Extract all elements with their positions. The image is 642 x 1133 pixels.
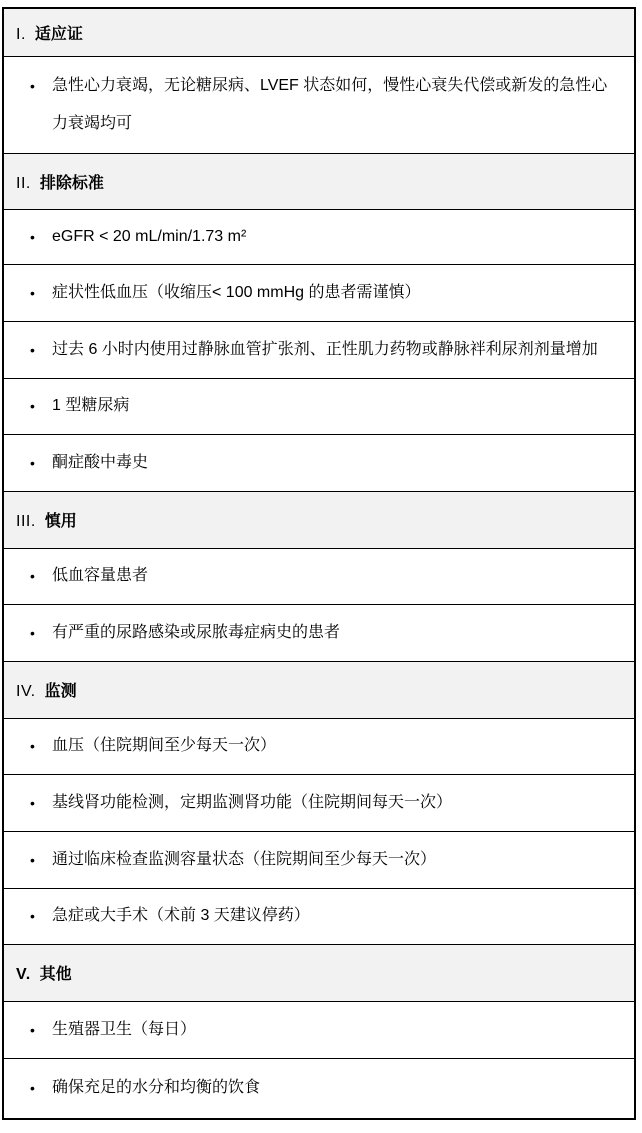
bullet-icon: • [30, 454, 35, 471]
table-row [3, 56, 635, 153]
bullet-icon: • [30, 77, 35, 94]
bullet-icon: • [30, 284, 35, 301]
section-header-other [3, 944, 635, 1001]
section-number: II. [16, 174, 31, 192]
bullet-icon: • [30, 1080, 35, 1097]
item-text: eGFR < 20 mL/min/1.73 m² [52, 227, 247, 245]
bullet-icon: • [30, 568, 35, 584]
section-header-indications [3, 8, 635, 56]
section-header-monitoring [3, 661, 635, 718]
table-row [3, 604, 635, 661]
section-number: III. [16, 513, 36, 530]
item-text: 低血容量患者 [52, 567, 149, 584]
item-text: 通过临床检查监测容量状态（住院期间至少每天一次） [52, 850, 437, 868]
section-title: 其他 [39, 966, 72, 983]
table-row [3, 209, 635, 264]
table-row [3, 888, 635, 944]
table-row [3, 548, 635, 604]
item-text: 确保充足的水分和均衡的饮食 [52, 1079, 261, 1097]
table-row [3, 264, 635, 321]
table-row [3, 1001, 635, 1058]
bullet-icon: • [30, 398, 35, 414]
table-row [3, 434, 635, 491]
section-title: 慎用 [44, 513, 77, 530]
section-title: 监测 [44, 683, 77, 700]
section-number: IV. [16, 683, 36, 700]
section-title: 适应证 [34, 25, 83, 43]
section-title: 排除标准 [39, 174, 104, 192]
table-row [3, 378, 635, 434]
table-row [3, 831, 635, 888]
document-page [0, 7, 642, 1133]
table-row [3, 718, 635, 774]
item-text: 有严重的尿路感染或尿脓毒症病史的患者 [52, 623, 341, 641]
item-text: 基线肾功能检测，定期监测肾功能（住院期间每天一次） [52, 793, 453, 811]
bullet-icon: • [30, 794, 35, 811]
section-header-use-with-caution [3, 491, 635, 548]
item-text: 急性心力衰竭，无论糖尿病、LVEF 状态如何，慢性心衰失代偿或新发的急性心力衰竭均可 [52, 76, 608, 132]
bullet-icon: • [30, 1021, 35, 1038]
item-text: 血压（住院期间至少每天一次） [52, 737, 277, 754]
table-row [3, 774, 635, 831]
section-number: I. [16, 25, 26, 43]
item-text: 酮症酸中毒史 [52, 453, 149, 471]
bullet-icon: • [30, 851, 35, 868]
bullet-icon: • [30, 341, 35, 358]
item-text: 急症或大手术（术前 3 天建议停药） [52, 907, 310, 924]
criteria-table [2, 7, 636, 1120]
bullet-icon: • [30, 624, 35, 641]
item-text: 1 型糖尿病 [52, 397, 130, 414]
item-text: 生殖器卫生（每日） [52, 1020, 197, 1038]
section-number: V. [16, 966, 31, 983]
item-text: 症状性低血压（收缩压< 100 mmHg 的患者需谨慎） [52, 283, 421, 301]
table-row [3, 321, 635, 378]
bullet-icon: • [30, 738, 35, 754]
item-text: 过去 6 小时内使用过静脉血管扩张剂、正性肌力药物或静脉袢利尿剂剂量增加 [52, 340, 598, 358]
table-row [3, 1058, 635, 1119]
bullet-icon: • [30, 908, 35, 924]
bullet-icon: • [30, 228, 35, 245]
section-header-exclusion-criteria [3, 153, 635, 209]
